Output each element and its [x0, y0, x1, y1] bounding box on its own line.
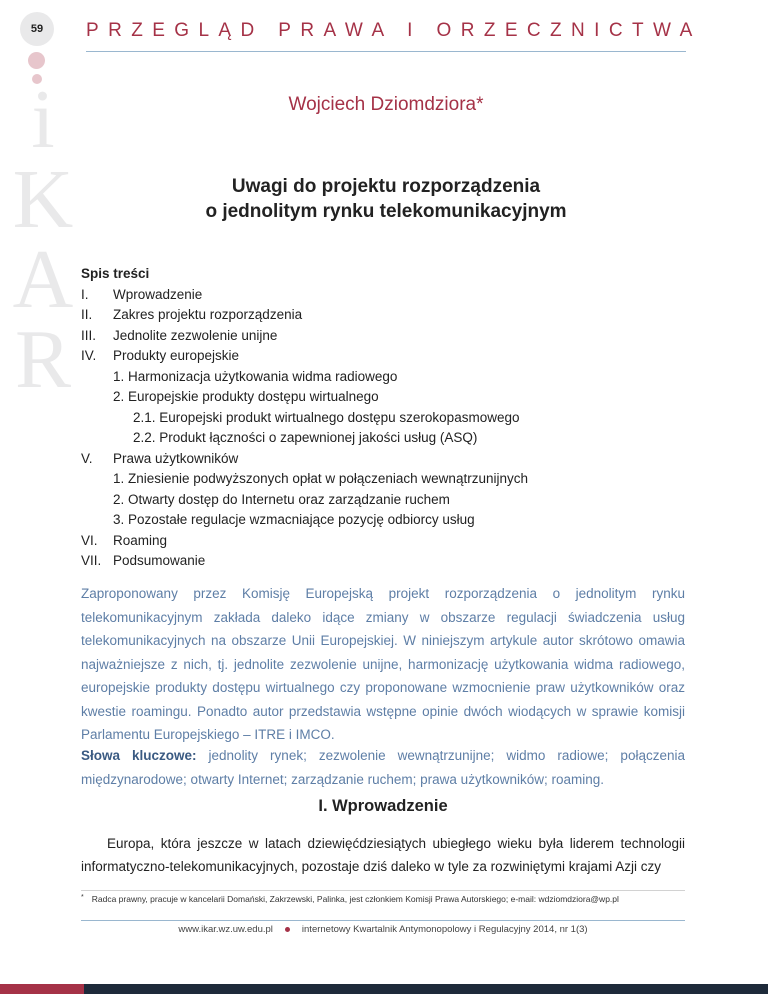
- footnote-text: Radca prawny, pracuje w kancelarii Domański, Zakrzewski, Palinka, jest członkiem Komisji Prawa Autorskiego; e-mail: wdziomdziora@wp.pl: [91, 894, 619, 904]
- toc-subsubitem: 2.1. Europejski produkt wirtualnego dostępu szerokopasmowego: [133, 409, 520, 425]
- footer-bullet-icon: [285, 927, 290, 932]
- toc-item: III. Jednolite zezwolenie unijne: [81, 327, 278, 343]
- footer-journal: internetowy Kwartalnik Antymonopolowy i Regulacyjny 2014, nr 1(3): [301, 924, 588, 935]
- footnote-divider: [81, 890, 685, 891]
- article-author: Wojciech Dziomdziora*: [288, 94, 484, 115]
- toc-item: I. Wprowadzenie: [81, 286, 203, 302]
- toc-subitem: 1. Harmonizacja użytkowania widma radiowego: [113, 368, 398, 384]
- toc-item: II. Zakres projektu rozporządzenia: [81, 307, 303, 322]
- header-divider: [86, 51, 686, 52]
- article-title-line-1: Uwagi do projektu rozporządzenia: [231, 176, 541, 197]
- footer-divider: [81, 920, 685, 921]
- logo-dot-large: [28, 52, 45, 69]
- abstract: Zaproponowany przez Komisję Europejską projekt rozporządzenia o jednolitym rynku telekomunikacyjnym zakłada daleko idące zmiany w obszarze regulacji świadczenia usług telekomunikacyjnych na obszarze Unii Europejskiej. W niniejszym artykule autor skrótowo omawia najważniejsze z nich, tj. jednolite zezwolenie unijne, harmonizację użytkowania widma radiowego, europejskie produkty dostępu wirtualnego czy proponowane wzmocnienie praw użytkowników oraz kwestie roamingu. Ponadto autor przedstawia wstępne opinie dwóch wiodących w sprawie komisji Parlamentu Europejskiego – ITRE i IMCO.: [81, 586, 685, 742]
- page-footer: [81, 924, 685, 935]
- logo-letter-a: A: [12, 233, 74, 326]
- footer-website[interactable]: www.ikar.wz.uw.edu.pl: [178, 924, 273, 935]
- logo-letter-r: R: [14, 313, 72, 406]
- toc-item: IV. Produkty europejskie: [81, 348, 240, 363]
- toc-heading: Spis treści: [81, 266, 150, 281]
- table-of-contents: [81, 264, 701, 572]
- toc-item: VII. Podsumowanie: [81, 553, 206, 568]
- toc-item: V. Prawa użytkowników: [81, 450, 239, 466]
- bottom-accent-bar: [0, 984, 84, 994]
- logo-letter-i: i: [31, 73, 55, 166]
- toc-subitem: 1. Zniesienie podwyższonych opłat w połączeniach wewnątrzunijnych: [113, 471, 528, 486]
- bottom-bar: [0, 984, 768, 994]
- footnote: [81, 894, 685, 904]
- keywords: [81, 744, 685, 791]
- toc-subitem: 2. Europejskie produkty dostępu wirtualnego: [113, 389, 379, 404]
- toc-subitem: 2. Otwarty dostęp do Internetu oraz zarządzanie ruchem: [113, 491, 450, 507]
- toc-item: VI. Roaming: [81, 532, 168, 548]
- toc-subsubitem: 2.2. Produkt łączności o zapewnionej jakości usług (ASQ): [133, 430, 478, 445]
- article-title: [86, 174, 686, 224]
- article-title-line-2: o jednolitym rynku telekomunikacyjnym: [205, 201, 567, 222]
- toc-subitem: 3. Pozostałe regulacje wzmacniające pozycję odbiorcy usług: [113, 512, 475, 527]
- journal-section-header: PRZEGLĄD PRAWA I ORZECZNICTWA: [86, 20, 702, 41]
- footnote-mark: *: [81, 894, 84, 901]
- page-number: 59: [20, 12, 54, 46]
- section-heading: I. Wprowadzenie: [318, 797, 448, 815]
- body-paragraph: Europa, która jeszcze w latach dziewięćdziesiątych ubiegłego wieku była liderem technologii informatyczno-telekomunikacyjnych, pozostaje dziś daleko w tyle za rozwiniętymi krajami Azji czy: [81, 836, 685, 874]
- logo-letter-k: K: [12, 153, 74, 246]
- keywords-text: jednolity rynek; zezwolenie wewnątrzunijne; widmo radiowe; połączenia międzynarodowe; otwarty Internet; zarządzanie ruchem; prawa użytkowników; roaming.: [81, 748, 685, 787]
- keywords-label: Słowa kluczowe:: [81, 748, 197, 763]
